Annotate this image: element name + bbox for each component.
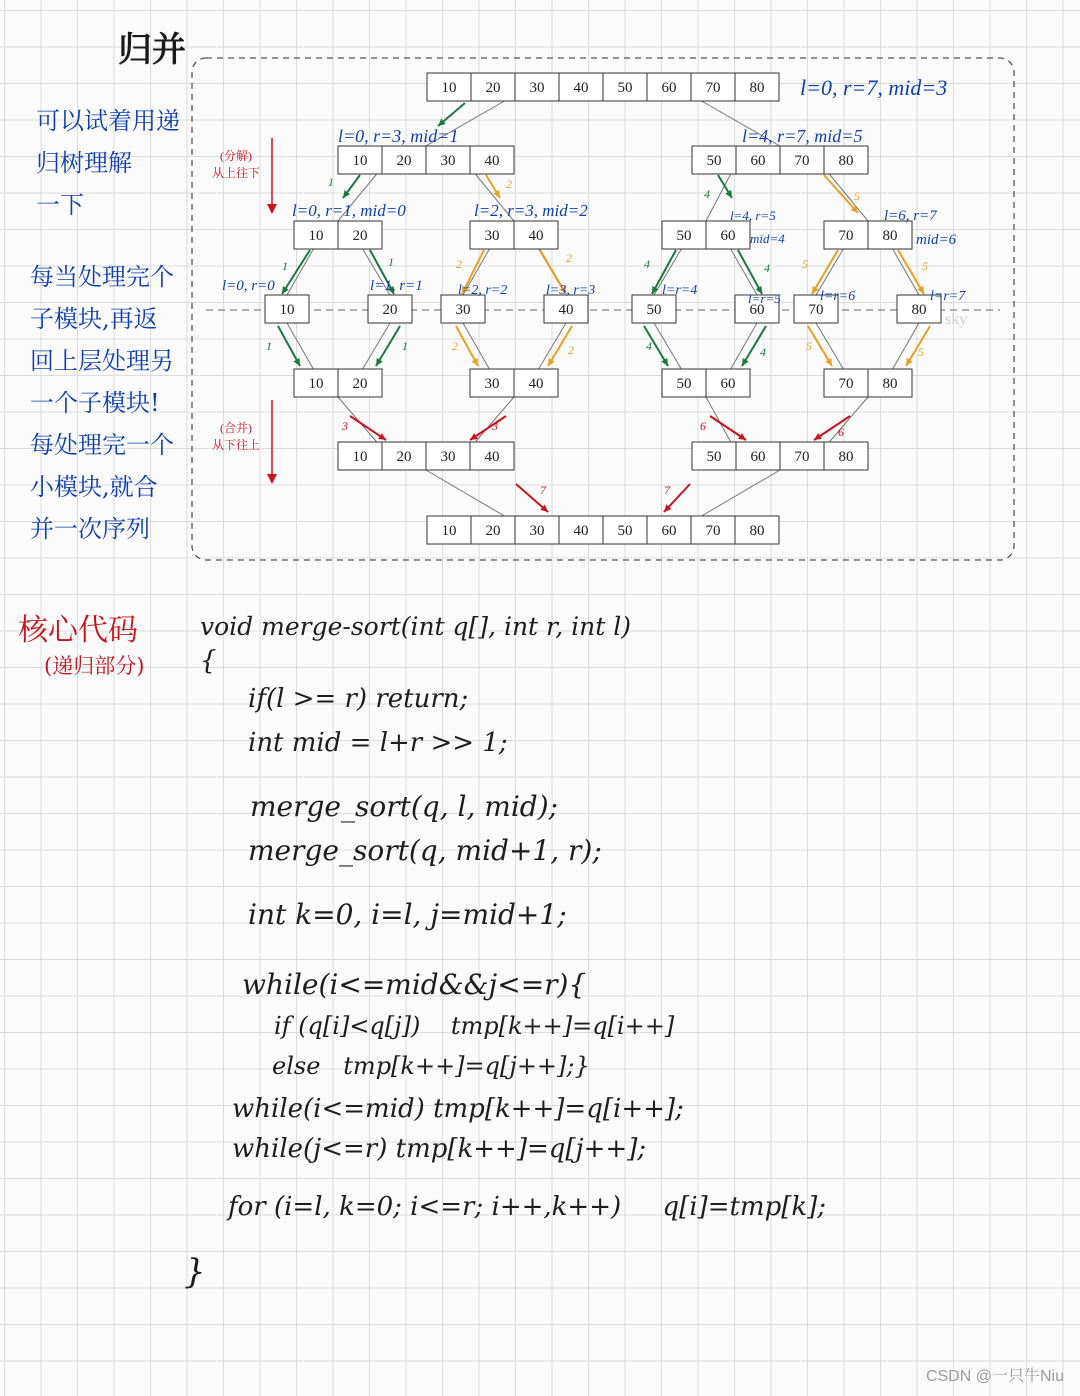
note-line: 一个子模块!	[30, 389, 160, 417]
index-label: l=0, r=0	[222, 278, 275, 294]
array-cell-value: 40	[573, 80, 589, 96]
array-cell-value: 10	[308, 228, 324, 244]
index-label: l=r=4	[662, 283, 698, 298]
note-line: 可以试着用递	[36, 107, 180, 135]
code-line: int k=0, i=l, j=mid+1;	[248, 898, 567, 931]
index-label: l=0, r=7, mid=3	[800, 75, 948, 100]
note-line: 一下	[36, 191, 84, 219]
phase-split-label: (分解)	[220, 149, 252, 163]
process-step-number: 1	[402, 339, 408, 353]
code-line: while(i<=mid) tmp[k++]=q[i++];	[232, 1094, 684, 1124]
process-step-number: 2	[452, 339, 458, 353]
array-cell-value: 30	[529, 523, 545, 539]
array-cell-value: 60	[720, 376, 736, 392]
note-line: 子模块,再返	[30, 305, 158, 333]
array-cell-value: 10	[441, 523, 457, 539]
phase-merge-label: 从下往上	[211, 438, 261, 452]
array-cell-value: 40	[528, 376, 544, 392]
array-cell-value: 30	[440, 449, 456, 465]
array-cell-value: 10	[352, 449, 368, 465]
process-step-number: 7	[540, 483, 546, 497]
array-cell-value: 80	[911, 302, 927, 318]
array-cell-value: 60	[750, 449, 766, 465]
array-cell-value: 70	[838, 228, 854, 244]
index-label: l=4, r=5	[730, 208, 776, 223]
process-step-number: 1	[266, 339, 272, 353]
index-label: l=2, r=2	[458, 283, 508, 298]
process-step-number: 2	[456, 257, 462, 271]
process-step-number: 1	[282, 259, 288, 273]
array-cell-value: 80	[882, 228, 898, 244]
phase-split-label: 从上往下	[211, 166, 261, 180]
code-line: if (q[i]<q[j]) tmp[k++]=q[i++]	[274, 1012, 675, 1040]
footer-watermark: CSDN @一只牛Niu	[925, 1368, 1064, 1385]
array-cell-value: 10	[308, 376, 324, 392]
array-cell-value: 60	[661, 80, 677, 96]
array-cell-value: 70	[808, 302, 824, 318]
process-step-number: 4	[760, 345, 766, 359]
array-cell-value: 60	[661, 523, 677, 539]
array-cell-value: 80	[838, 449, 854, 465]
code-line: void merge-sort(int q[], int r, int l)	[200, 612, 631, 641]
index-label: l=0, r=1, mid=0	[292, 201, 406, 220]
array-cell-value: 20	[352, 228, 368, 244]
process-step-number: 4	[764, 261, 770, 275]
array-cell-value: 50	[617, 523, 633, 539]
code-line: while(j<=r) tmp[k++]=q[j++];	[232, 1134, 647, 1164]
process-step-number: 3	[492, 419, 498, 433]
index-label: l=r=5	[748, 291, 781, 306]
array-cell-value: 20	[396, 449, 412, 465]
array-cell-value: 20	[382, 302, 398, 318]
page-title: 归并	[118, 30, 186, 70]
code-line: {	[200, 646, 217, 676]
process-step-number: 7	[664, 483, 670, 497]
index-label: l=2, r=3, mid=2	[474, 201, 588, 220]
index-label: l=0, r=3, mid=1	[338, 126, 459, 146]
array-cell-value: 30	[484, 228, 500, 244]
array-cell-value: 50	[646, 302, 662, 318]
array-cell-value: 40	[558, 302, 574, 318]
array-cell-value: 70	[838, 376, 854, 392]
array-cell-value: 70	[794, 153, 810, 169]
array-cell-value: 40	[484, 449, 500, 465]
array-cell-value: 50	[706, 153, 722, 169]
array-cell-value: 30	[440, 153, 456, 169]
phase-merge-label: (合并)	[220, 421, 252, 435]
core-code-subtitle: (递归部分)	[44, 654, 145, 678]
process-step-number: 5	[922, 259, 928, 273]
array-cell-value: 60	[720, 228, 736, 244]
array-cell-value: 40	[484, 153, 500, 169]
process-step-number: 1	[328, 175, 334, 189]
array-cell-value: 20	[485, 80, 501, 96]
process-step-number: 2	[566, 251, 572, 265]
array-cell-value: 20	[485, 523, 501, 539]
array-cell-value: 10	[279, 302, 295, 318]
note-line: 并一次序列	[30, 515, 150, 543]
code-line: merge_sort(q, l, mid);	[250, 790, 559, 823]
process-step-number: 5	[802, 257, 808, 271]
code-line: }	[184, 1252, 206, 1292]
code-line: while(i<=mid&&j<=r){	[242, 968, 587, 1001]
process-step-number: 5	[854, 189, 860, 203]
process-step-number: 6	[700, 419, 706, 433]
array-cell-value: 50	[706, 449, 722, 465]
array-cell-value: 80	[749, 523, 765, 539]
array-cell-value: 50	[676, 228, 692, 244]
index-label: l=6, r=7	[884, 208, 937, 224]
index-label: l=r=6	[820, 289, 856, 304]
process-step-number: 2	[506, 177, 512, 191]
note-line: 每当处理完个	[30, 263, 174, 291]
process-step-number: 5	[918, 345, 924, 359]
array-cell-value: 70	[705, 523, 721, 539]
index-label: l=1, r=1	[370, 278, 423, 294]
index-label: l=r=7	[930, 289, 966, 304]
diagram-watermark: sky	[945, 311, 968, 328]
array-cell-value: 70	[794, 449, 810, 465]
process-step-number: 4	[704, 187, 710, 201]
process-step-number: 6	[838, 425, 844, 439]
process-step-number: 3	[342, 419, 348, 433]
array-cell-value: 70	[705, 80, 721, 96]
array-cell-value: 10	[352, 153, 368, 169]
process-step-number: 5	[806, 339, 812, 353]
note-line: 小模块,就合	[30, 473, 158, 501]
code-line: for (i=l, k=0; i<=r; i++,k++) q[i]=tmp[k];	[228, 1192, 827, 1222]
array-cell-value: 40	[528, 228, 544, 244]
code-line: merge_sort(q, mid+1, r);	[248, 834, 602, 867]
array-cell-value: 80	[882, 376, 898, 392]
index-label: l=4, r=7, mid=5	[742, 126, 863, 146]
array-cell-value: 50	[617, 80, 633, 96]
index-label: l=3, r=3	[546, 283, 596, 298]
array-cell-value: 60	[749, 302, 765, 318]
process-step-number: 2	[568, 343, 574, 357]
array-cell-value: 30	[529, 80, 545, 96]
process-step-number: 1	[388, 255, 394, 269]
array-cell-value: 60	[750, 153, 766, 169]
process-step-number: 4	[644, 257, 650, 271]
array-cell-value: 30	[455, 302, 471, 318]
array-cell-value: 20	[396, 153, 412, 169]
array-cell-value: 10	[441, 80, 457, 96]
code-line: int mid = l+r >> 1;	[248, 728, 508, 758]
array-cell-value: 30	[484, 376, 500, 392]
core-code-title: 核心代码	[18, 613, 138, 648]
code-line: if(l >= r) return;	[248, 684, 469, 714]
code-line: else tmp[k++]=q[j++];}	[272, 1052, 590, 1080]
note-line: 每处理完一个	[30, 431, 174, 459]
note-line: 回上层处理另	[30, 347, 174, 375]
array-cell-value: 20	[352, 376, 368, 392]
array-cell-value: 80	[749, 80, 765, 96]
array-cell-value: 50	[676, 376, 692, 392]
index-label: mid=4	[750, 231, 785, 246]
array-cell-value: 80	[838, 153, 854, 169]
array-cell-value: 40	[573, 523, 589, 539]
note-line: 归树理解	[36, 149, 132, 177]
index-label: mid=6	[916, 232, 957, 248]
process-step-number: 4	[646, 339, 652, 353]
